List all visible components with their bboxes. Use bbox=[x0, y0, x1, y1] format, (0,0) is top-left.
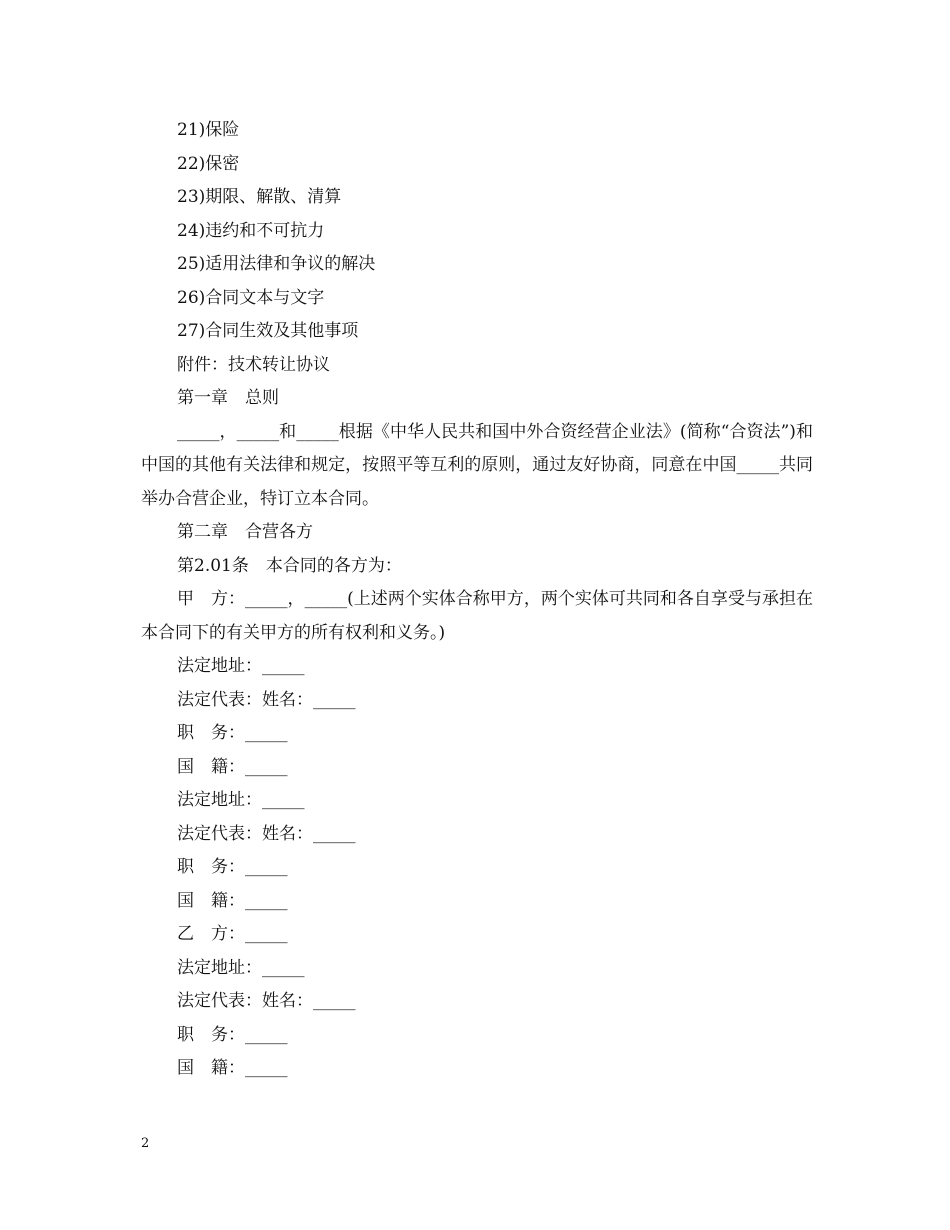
list-item: 25)适用法律和争议的解决 bbox=[177, 254, 376, 274]
party-a1-position: 职 务：_____ bbox=[177, 723, 288, 743]
list-item: 24)违约和不可抗力 bbox=[177, 220, 325, 241]
attachment-line: 附件：技术转让协议 bbox=[177, 354, 330, 375]
party-b-address: 法定地址：_____ bbox=[177, 957, 305, 978]
party-b-label: 乙 方：_____ bbox=[177, 924, 288, 944]
list-item: 22)保密 bbox=[177, 153, 240, 174]
party-b-position: 职 务：_____ bbox=[177, 1024, 288, 1045]
list-item: 23)期限、解散、清算 bbox=[177, 187, 342, 207]
party-a2-representative: 法定代表：姓名：_____ bbox=[177, 823, 356, 844]
party-a1-nationality: 国 籍：_____ bbox=[177, 756, 288, 777]
party-a2-address: 法定地址：_____ bbox=[177, 790, 305, 810]
party-a1-representative: 法定代表：姓名：_____ bbox=[177, 689, 356, 710]
party-a2-nationality: 国 籍：_____ bbox=[177, 890, 288, 911]
party-b-representative: 法定代表：姓名：_____ bbox=[177, 991, 356, 1011]
list-item: 21)保险 bbox=[177, 120, 240, 140]
page-number: 2 bbox=[141, 1136, 150, 1151]
list-item: 27)合同生效及其他事项 bbox=[177, 321, 359, 341]
party-a-paragraph: 甲 方：_____，_____(上述两个实体合称甲方，两个实体可共同和各自享受与承担在本合同下的有关甲方的所有权利和义务。) bbox=[141, 589, 813, 643]
party-a1-address: 法定地址：_____ bbox=[177, 656, 305, 676]
party-a2-position: 职 务：_____ bbox=[177, 857, 288, 877]
party-b-nationality: 国 籍：_____ bbox=[177, 1058, 288, 1078]
chapter1-paragraph: _____，_____和_____根据《中华人民共和国中外合资经营企业法》(简称“合资法”)和中国的其他有关法律和规定，按照平等互利的原则，通过友好协商，同意在中国_____共同举办合营企业，特订立本合同。 bbox=[141, 421, 813, 509]
article-heading: 第2.01条 本合同的各方为： bbox=[177, 555, 402, 576]
page-content bbox=[141, 114, 813, 1086]
chapter-heading: 第一章 总则 bbox=[177, 388, 279, 408]
list-item: 26)合同文本与文字 bbox=[177, 287, 325, 308]
chapter-heading: 第二章 合营各方 bbox=[177, 522, 313, 542]
